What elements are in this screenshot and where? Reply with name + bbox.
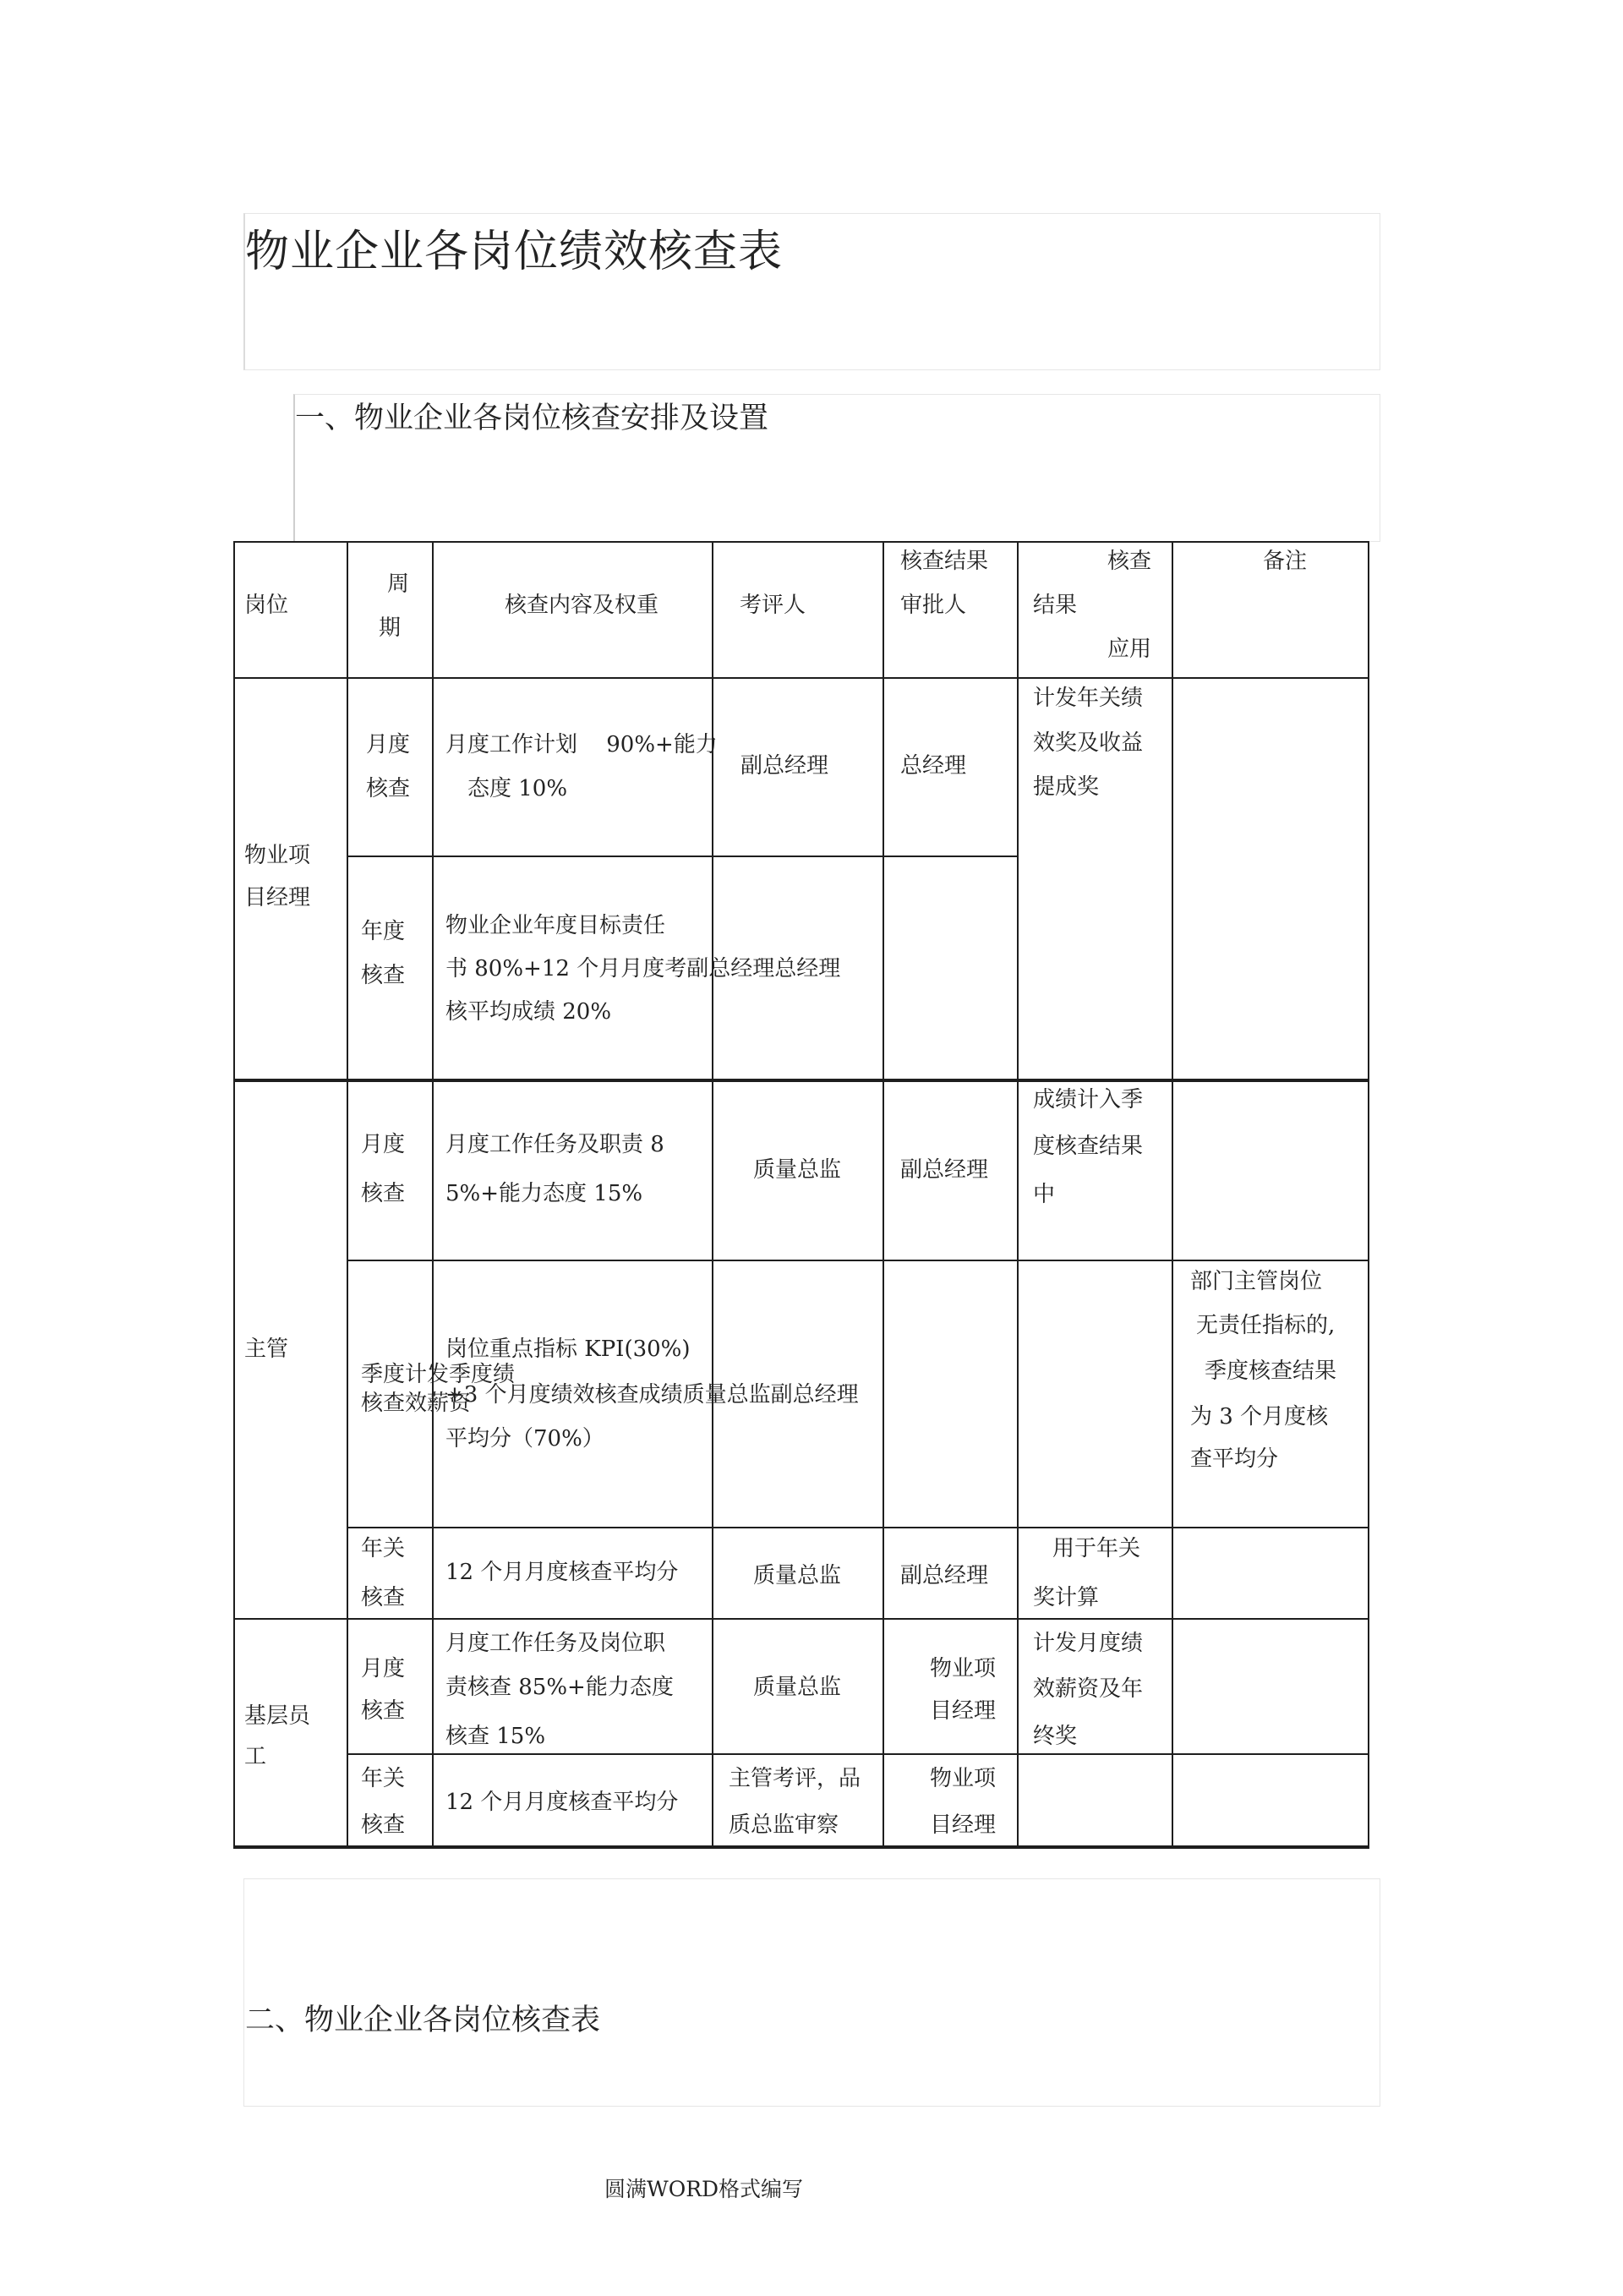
page-footer: 圆满WORD格式编写 xyxy=(604,2177,804,2201)
sup-monthly-cycle-line2: 核查 xyxy=(361,1181,406,1206)
sup-annual-application-line2: 奖计算 xyxy=(1033,1585,1100,1610)
pm-position-line1: 物业项 xyxy=(244,843,311,868)
sup-quarterly-remarks-line4: 为 3 个月度核 xyxy=(1190,1404,1329,1430)
table-line xyxy=(1017,541,1019,1849)
table-line xyxy=(432,541,434,1849)
table-line xyxy=(1172,541,1173,1849)
pm-annual-cycle-line2: 核查 xyxy=(361,963,406,988)
staff-monthly-application-line1: 计发月度绩 xyxy=(1033,1631,1144,1656)
staff-annual-content: 12 个月月度核查平均分 xyxy=(445,1790,679,1815)
pm-application-line3: 提成奖 xyxy=(1033,774,1100,800)
staff-monthly-cycle-line2: 核查 xyxy=(361,1698,406,1724)
pm-annual-content-line3: 核平均成绩 20% xyxy=(445,999,612,1025)
staff-monthly-approver-line1: 物业项 xyxy=(930,1656,997,1681)
sup-monthly-content-line1: 月度工作任务及职责 8 xyxy=(445,1132,664,1157)
staff-monthly-evaluator: 质量总监 xyxy=(753,1675,842,1700)
sup-quarterly-cycle-line2: 核查效薪资 xyxy=(361,1391,472,1416)
table-line xyxy=(347,541,348,1849)
sup-quarterly-remarks-line3: 季度核查结果 xyxy=(1205,1358,1337,1384)
staff-annual-cycle-line1: 年关 xyxy=(361,1766,406,1791)
staff-annual-approver-line1: 物业项 xyxy=(930,1766,997,1791)
sup-quarterly-content-line1: 岗位重点指标 KPI(30%) xyxy=(445,1337,691,1362)
header-content: 核查内容及权重 xyxy=(505,593,659,618)
sup-annual-content: 12 个月月度核查平均分 xyxy=(445,1560,679,1585)
staff-monthly-approver-line2: 目经理 xyxy=(930,1698,997,1724)
table-line xyxy=(233,541,235,1849)
pm-application-line2: 效奖及收益 xyxy=(1033,730,1144,756)
staff-position-line1: 基层员 xyxy=(244,1703,311,1729)
sup-monthly-cycle-line1: 月度 xyxy=(361,1132,406,1157)
sup-annual-application-line1: 用于年关 xyxy=(1052,1536,1141,1561)
header-evaluator: 考评人 xyxy=(740,593,806,618)
sup-quarterly-remarks-line1: 部门主管岗位 xyxy=(1190,1269,1323,1294)
pm-monthly-cycle-line1: 月度 xyxy=(366,732,411,757)
staff-annual-evaluator-line2: 质总监审察 xyxy=(729,1812,839,1838)
sup-annual-approver: 副总经理 xyxy=(900,1563,989,1588)
staff-annual-evaluator-line1: 主管考评，品 xyxy=(729,1766,861,1791)
section2-frame xyxy=(243,1878,1380,2107)
pm-monthly-cycle-line2: 核查 xyxy=(366,776,411,801)
sup-quarterly-remarks-line2: 无责任指标的, xyxy=(1196,1313,1336,1338)
pm-annual-content-line2: 书 80%+12 个月月度考副总经理总经理 xyxy=(445,956,841,981)
table-line xyxy=(1368,541,1369,1849)
pm-annual-content-line1: 物业企业年度目标责任 xyxy=(445,913,666,938)
sup-quarterly-cycle-line1: 季度计发季度绩 xyxy=(361,1362,516,1387)
header-cycle-line1: 周 xyxy=(387,571,410,597)
header-application-line3: 应用 xyxy=(1107,637,1152,662)
pm-annual-cycle-line1: 年度 xyxy=(361,919,406,944)
sup-monthly-approver: 副总经理 xyxy=(900,1157,989,1183)
pm-monthly-approver: 总经理 xyxy=(900,753,967,779)
table-line xyxy=(233,1079,1369,1082)
header-position: 岗位 xyxy=(244,593,289,618)
sup-monthly-content-line2: 5%+能力态度 15% xyxy=(445,1181,643,1206)
header-approver-line2: 审批人 xyxy=(900,593,967,618)
sup-monthly-application-line1: 成绩计入季 xyxy=(1033,1087,1144,1112)
sup-monthly-application-line2: 度核查结果 xyxy=(1033,1134,1144,1159)
sup-quarterly-content-line2: +3 个月度绩效核查成绩质量总监副总经理 xyxy=(445,1382,859,1408)
sup-annual-cycle-line1: 年关 xyxy=(361,1536,406,1561)
staff-annual-approver-line2: 目经理 xyxy=(930,1812,997,1838)
table-line xyxy=(233,677,1369,679)
staff-monthly-cycle-line1: 月度 xyxy=(361,1656,406,1681)
staff-monthly-application-line3: 终奖 xyxy=(1033,1724,1078,1749)
sup-quarterly-content-line3: 平均分（70%） xyxy=(445,1426,604,1451)
sup-annual-cycle-line2: 核查 xyxy=(361,1585,406,1610)
header-application-line2: 结果 xyxy=(1033,593,1078,618)
pm-application-line1: 计发年关绩 xyxy=(1033,686,1144,711)
staff-monthly-content-line3: 核查 15% xyxy=(445,1724,546,1749)
pm-monthly-content-line1: 月度工作计划 90%+能力 xyxy=(445,732,718,757)
pm-position-line2: 目经理 xyxy=(244,885,311,910)
pm-monthly-content-line2: 态度 10% xyxy=(467,776,568,801)
sup-monthly-application-line3: 中 xyxy=(1033,1182,1056,1207)
table-line xyxy=(233,541,1369,543)
staff-monthly-content-line1: 月度工作任务及岗位职 xyxy=(445,1631,666,1656)
header-application-line1: 核查 xyxy=(1107,549,1152,574)
staff-monthly-application-line2: 效薪资及年 xyxy=(1033,1676,1144,1702)
table-line xyxy=(347,856,1019,857)
staff-annual-cycle-line2: 核查 xyxy=(361,1812,406,1838)
sup-quarterly-remarks-line5: 查平均分 xyxy=(1190,1446,1279,1472)
table-line xyxy=(347,1527,1369,1528)
sup-position: 主管 xyxy=(244,1337,289,1362)
header-cycle-line2: 期 xyxy=(379,615,402,641)
table-line xyxy=(883,541,884,1849)
sup-annual-evaluator: 质量总监 xyxy=(753,1563,842,1588)
section2-heading: 二、物业企业各岗位核查表 xyxy=(245,2004,601,2037)
header-approver-line1: 核查结果 xyxy=(900,549,989,574)
staff-monthly-content-line2: 责核查 85%+能力态度 xyxy=(445,1675,674,1700)
section1-heading: 一、物业企业各岗位核查安排及设置 xyxy=(295,402,769,435)
staff-position-line2: 工 xyxy=(244,1744,267,1769)
pm-monthly-evaluator: 副总经理 xyxy=(740,753,829,779)
document-title: 物业企业各岗位绩效核查表 xyxy=(245,227,784,277)
header-remarks: 备注 xyxy=(1263,549,1308,574)
sup-monthly-evaluator: 质量总监 xyxy=(753,1157,842,1183)
